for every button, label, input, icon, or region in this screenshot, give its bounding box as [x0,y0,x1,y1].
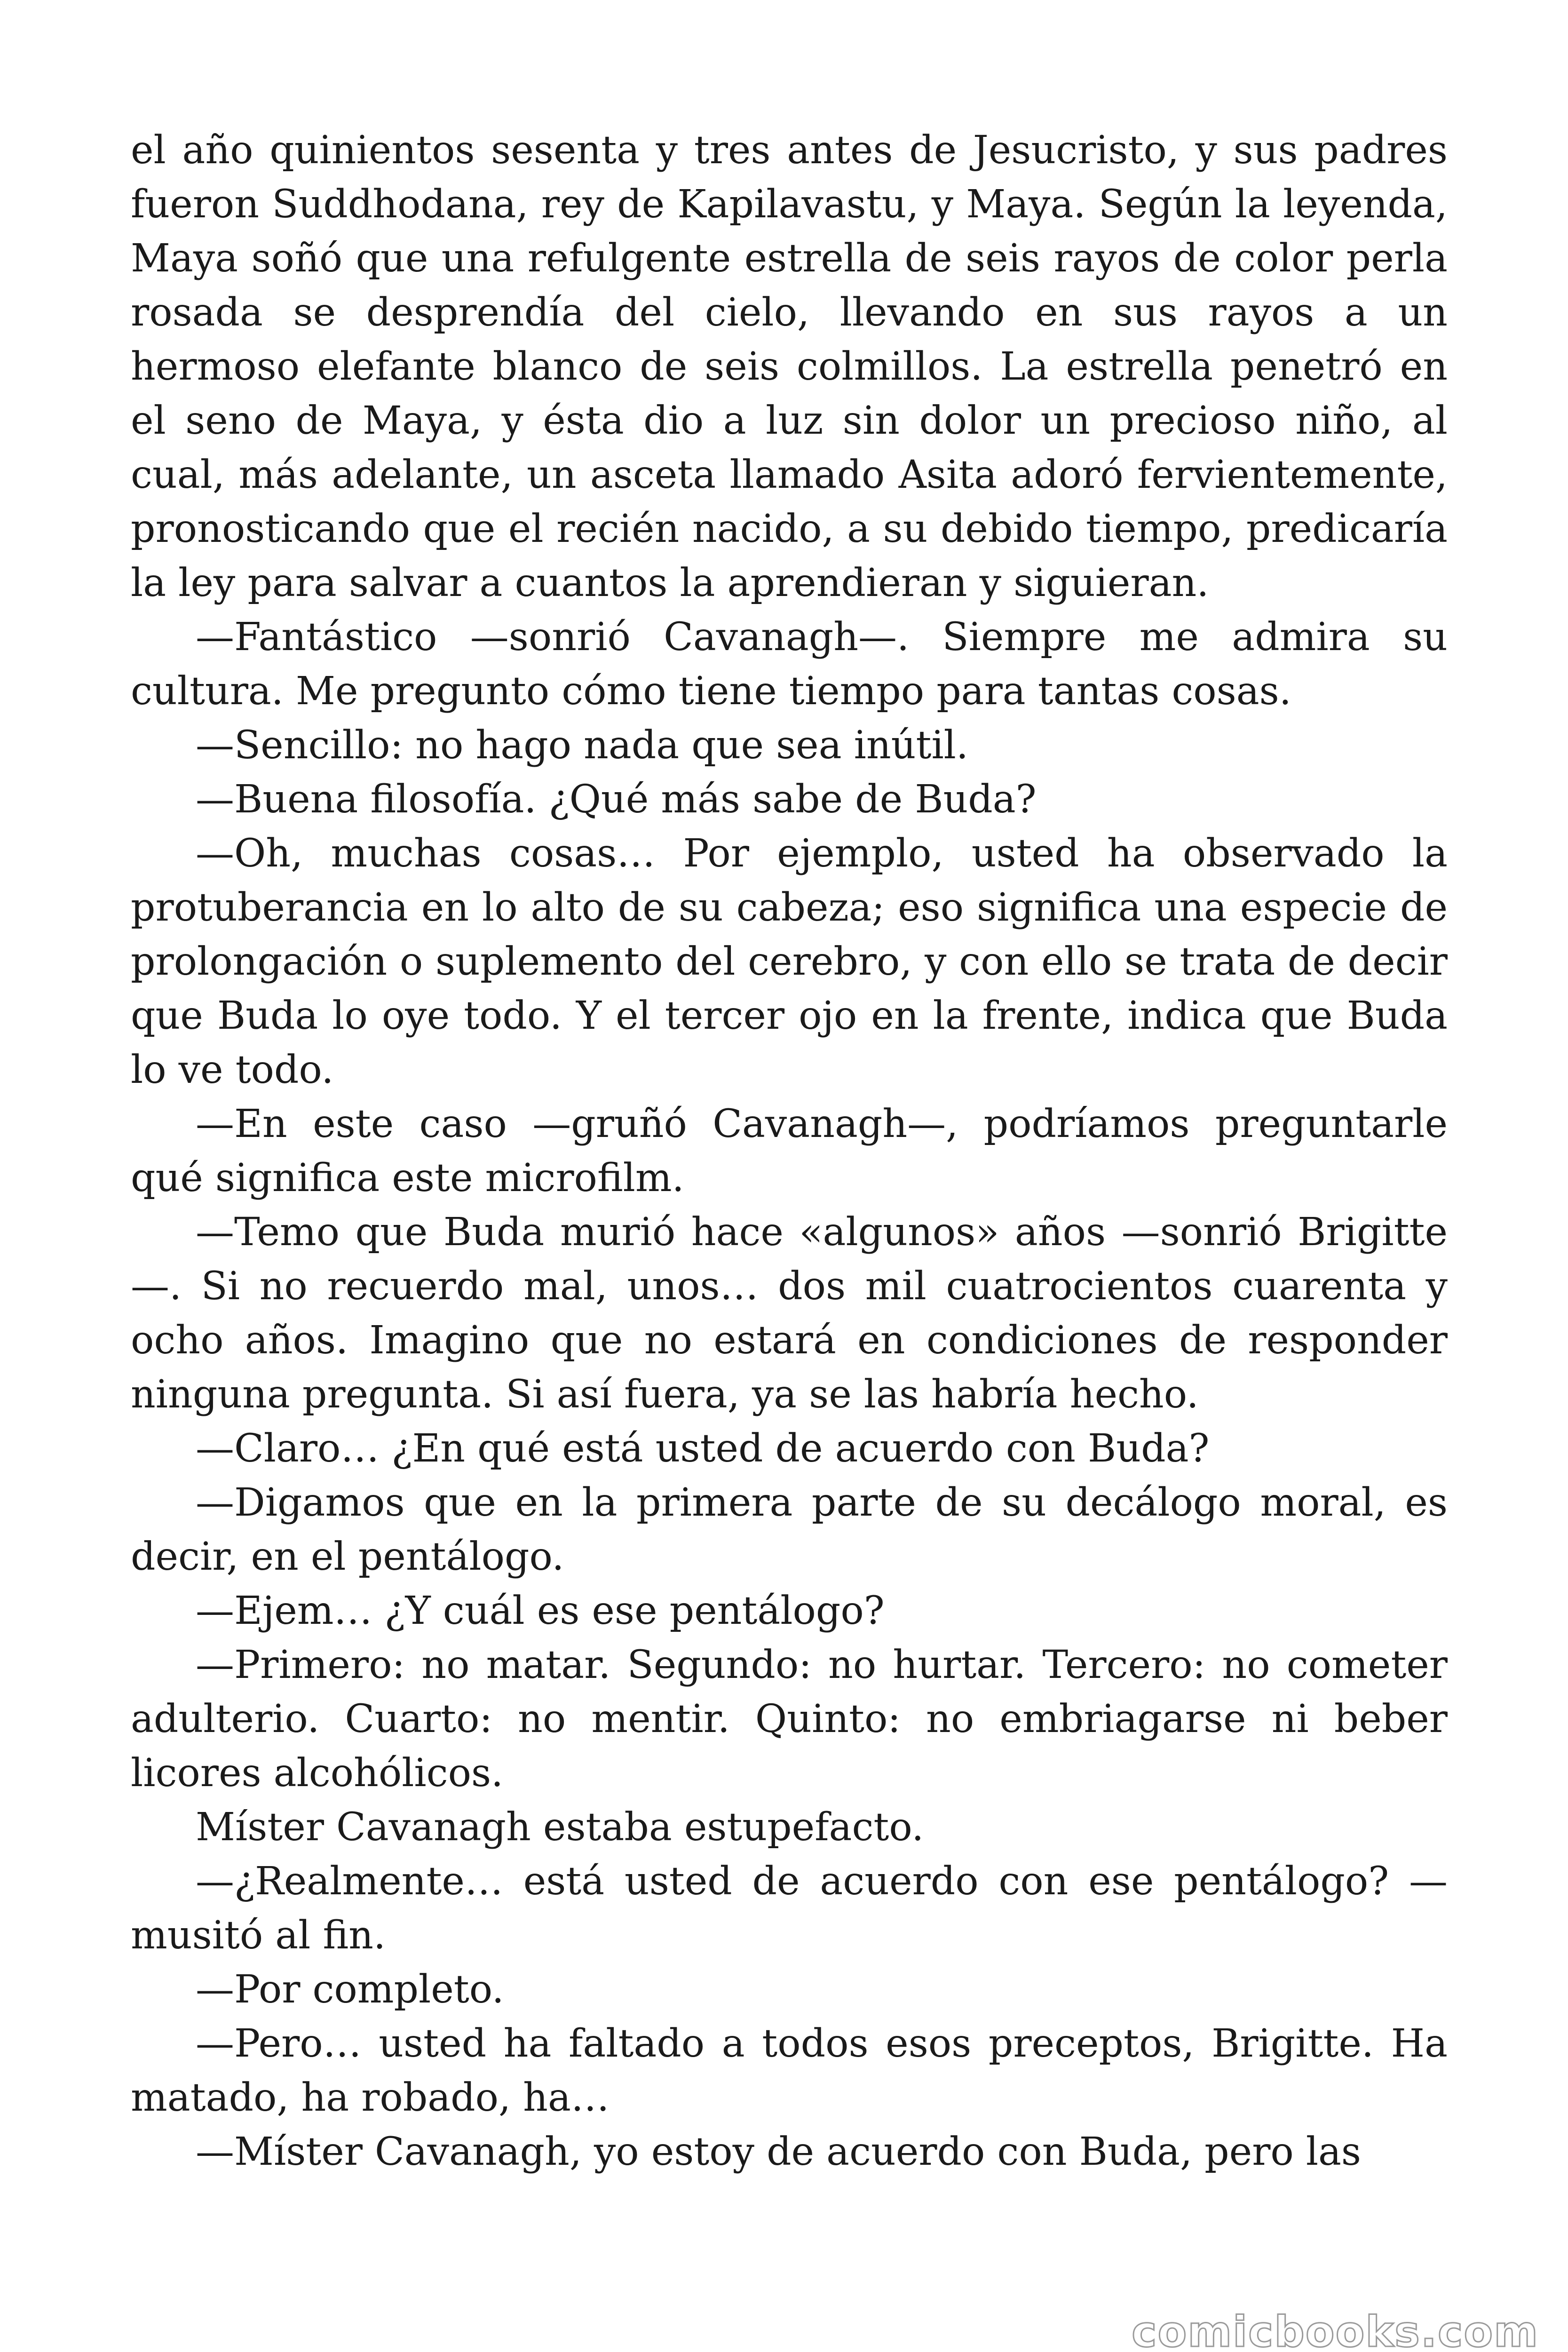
paragraph-16: —Míster Cavanagh, yo estoy de acuerdo con Buda, pero las [196,2130,1362,2174]
paragraph-15: —Pero… usted ha faltado a todos esos preceptos, Brigitte. Ha matado, ha robado, ha… [131,2021,1448,2120]
paragraph-7: —Temo que Buda murió hace «algunos» años —sonrió Brigitte —. Si no recuerdo mal, unos… dos mil cuatrocientos cuarenta y ocho años. Imagino que no estará en condiciones de responder ninguna pregunta. Si así fuera, ya se las habría hecho. [131,1210,1448,1417]
paragraph-2: —Fantástico —sonrió Cavanagh—. Siempre me admira su cultura. Me pregunto cómo tiene tiempo para tantas cosas. [131,615,1448,714]
paragraph-5: —Oh, muchas cosas… Por ejemplo, usted ha observado la protuberancia en lo alto de su cabeza; eso significa una especie de prolongación o suplemento del cerebro, y con ello se trata de decir que Buda lo oye todo. Y el tercer ojo en la frente, indica que Buda lo ve todo. [131,831,1448,1092]
paragraph-8: —Claro… ¿En qué está usted de acuerdo con Buda? [196,1426,1210,1471]
paragraph-1: el año quinientos sesenta y tres antes de Jesucristo, y sus padres fueron Suddhodana, rey de Kapilavastu, y Maya. Según la leyenda, Maya soñó que una refulgente estrella de seis rayos de color perla rosada se desprendía del cielo, llevando en sus rayos a un hermoso elefante blanco de seis colmillos. La estrella penetró en el seno de Maya, y ésta dio a luz sin dolor un precioso niño, al cual, más adelante, un asceta llamado Asita adoró fervientemente, pronosticando que el recién nacido, a su debido tiempo, predicaría la ley para salvar a cuantos la aprendieran y siguieran. [131,128,1448,605]
page-body [131,123,1448,2179]
paragraph-4: —Buena filosofía. ¿Qué más sabe de Buda? [196,777,1037,822]
paragraph-13: —¿Realmente… está usted de acuerdo con ese pentálogo? —musitó al fin. [131,1859,1448,1958]
paragraph-11: —Primero: no matar. Segundo: no hurtar. Tercero: no cometer adulterio. Cuarto: no mentir. Quinto: no embriagarse ni beber licores alcohólicos. [131,1643,1448,1796]
paragraph-10: —Ejem… ¿Y cuál es ese pentálogo? [196,1589,885,1633]
paragraph-9: —Digamos que en la primera parte de su decálogo moral, es decir, en el pentálogo. [131,1480,1448,1579]
paragraph-3: —Sencillo: no hago nada que sea inútil. [196,723,968,768]
paragraph-12: Míster Cavanagh estaba estupefacto. [196,1805,924,1850]
paragraph-6: —En este caso —gruñó Cavanagh—, podríamos preguntarle qué significa este microfilm. [131,1102,1448,1200]
watermark: comicbooks.com [1132,2307,1539,2352]
paragraph-14: —Por completo. [196,1967,504,2012]
